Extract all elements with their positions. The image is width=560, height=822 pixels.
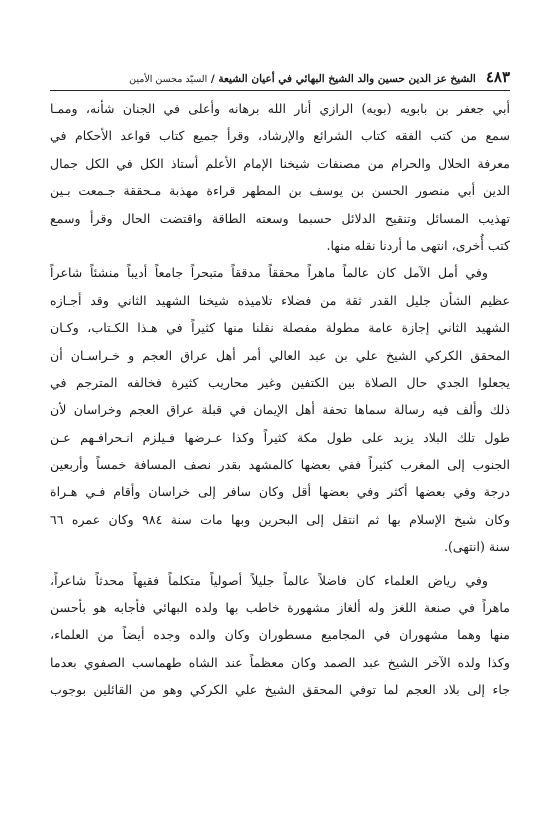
text-line: جاء إلى بلاد العجم لما توفي المحقق الشيخ علي الكركي وهو من القائلين بوجوب [50,682,510,698]
paragraph-1 [50,95,510,259]
text-line: سمع من كتب الفقه كتاب الشرائع والإرشاد، وقرأ جميع كتاب قواعد الأحكام في [50,128,510,144]
text-line: الشهيد الثاني إجازة عامة مطولة مفصلة نقلنا منها كثيراً في هـذا الكـتاب، وكـان [50,320,510,336]
paragraph-3 [50,567,510,704]
text-line: كتب أُخرى، انتهى ما أردنا نقله منها. [326,237,510,253]
running-title-author: السيّد محسن الأمين [129,74,208,85]
text-line: يجعلوا الجدي حال الصلاة بين الكتفين وغير محاريب كثيرة فخالفه المترجم في [50,374,510,390]
text-line: عظيم الشأن جليل القدر ثقة من فضلاء تلاميذه شيخنا الشهيد الثاني وقد أجـازه [50,292,510,308]
text-line: وفي أمل الآمل كان عالماً ماهراً محققاً مدققاً متبحراً جامعاً أديباً منشئاً شاعراً [50,265,488,281]
text-line: درجة وفي بعضها أكثر وفي بعضها أقل وكان سافر إلى خراسان وأقام فـي هـراة [50,484,510,500]
text-line: معرفة الحلال والحرام من مصنفات شيخنا الإمام الأعلم أستاذ الكل في الكل جمال [50,155,510,171]
running-title [129,73,476,85]
text-line: ماهراً في صنعة اللغز وله ألغاز مشهورة خاطب بها ولده البهائي فأجابه هو بأحسن [50,600,510,616]
text-line: الدين أبي منصور الحسن بن يوسف بن المطهر قراءة مهذبة مـحققة جـمعت بـين [50,183,510,199]
text-line: وفي رياض العلماء كان فاضلاً عالماً جليلاً أصولياً متكلماً فقيهاً محدثاً شاعراً، [50,572,488,588]
text-line: تهذيب المسائل وتنقيح الدلائل حسبما وسعته الطاقة واقتضت الحال وقرأ وسمع [50,210,510,226]
text-line: أبي جعفر بن بابويه (بويه) الرازي أنار الله برهانه وأعلى في الجنان شأنه، وممـا [50,101,510,116]
running-title-text: الشيخ عز الدين حسين والد الشيخ البهائي في أعيان الشيعة / [210,73,476,85]
text-line: الجنوب إلى المغرب كثيراً ففي بعضها كالمشهد بقدر نصف المسافة خمساً وأربعين [50,457,510,473]
text-line: طول تلك البلاد يزيد على طول مكة كثيراً وكذا عـرضها فـيلزم انـحرافـهم عـن [50,429,510,445]
text-line: سنة (انتهى). [443,539,510,555]
body-text [50,95,510,704]
text-line: وكان شيخ الإسلام بها ثم انتقل إلى البحرين وبها مات سنة ٩٨٤ وكان عمره ٦٦ [50,511,510,527]
text-line: ذلك وألف فيه رسالة سماها تحفة أهل الإيمان في قبلة عراق العجم وخراسان لأن [50,402,510,418]
paragraph-2 [50,259,510,560]
page-number: ٤٨٣ [485,68,510,86]
text-line: منها وهما مشهوران في المجاميع مسطوران وكان والده وجده أيضاً من العلماء، [50,627,510,643]
text-line: وكذا ولده الآخر الشيخ عبد الصمد وكان معظماً عند الشاه طهماسب الصفوي بعدما [50,654,510,670]
text-line: المحقق الكركي الشيخ علي بن عبد العالي أمر أهل عراق العجم و خـراسـان أن [50,347,510,363]
running-head [50,68,510,91]
